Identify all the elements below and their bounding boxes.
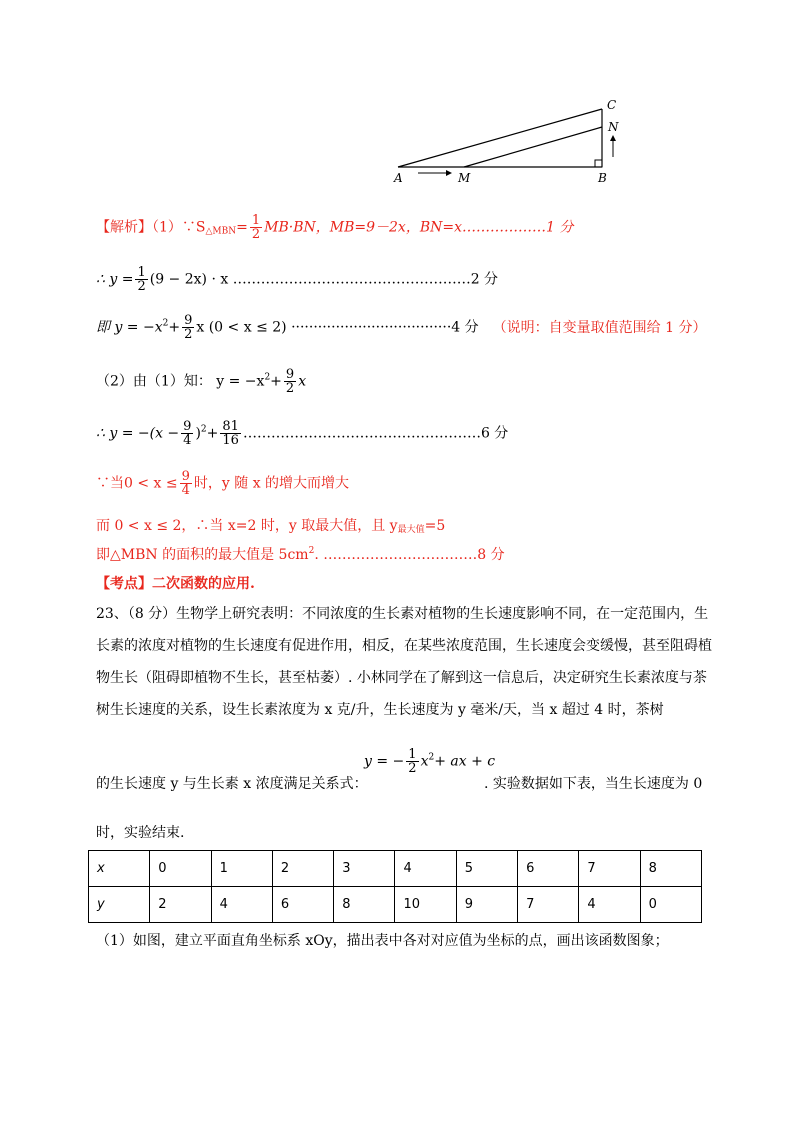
table-header-x: x: [89, 851, 150, 887]
scoring-note: （说明：自变量取值范围给 1 分）: [492, 319, 707, 336]
table-row-x: [89, 851, 702, 887]
label-B: B: [598, 171, 607, 185]
table-cell: 0: [640, 887, 701, 923]
table-cell: 8: [640, 851, 701, 887]
table-cell: 4: [211, 887, 272, 923]
fraction: $\frac{1}{2}$: [408, 747, 417, 776]
table-cell: 8: [334, 887, 395, 923]
label-N: N: [608, 120, 619, 134]
fraction: $\frac{9}{2}$: [285, 367, 295, 396]
analysis-line-5: ∴ y = −(x − $\frac{9}{4}$ )$^2$+ $\frac{81}{16}$ ……………………………………………6 分: [96, 419, 509, 448]
table-header-y: y: [89, 887, 150, 923]
analysis-line-7: 而 0 < x ≤ 2，∴当 x=2 时，y 取最大值，且 $y_{最大值}=5$: [96, 518, 446, 535]
kaodian-tag: 【考点】: [96, 576, 152, 592]
table-cell: 0: [150, 851, 211, 887]
analysis-line-4: （2）由（1）知： $y = -x^2+$ $\frac{9}{2}$ x: [96, 367, 307, 396]
arrow-AM-head: [446, 170, 452, 176]
line-AC: [398, 109, 602, 167]
fraction: $\frac{9}{4}$: [183, 419, 192, 448]
analysis-line-2: ∴ y = $\frac{1}{2}$ (9 − 2x) · x ……………………………………………2 分: [96, 265, 499, 294]
table-cell: 7: [518, 887, 579, 923]
table-cell: 1: [211, 851, 272, 887]
table-cell: 4: [395, 851, 456, 887]
table-cell: 6: [518, 851, 579, 887]
fraction: $\frac{9}{4}$: [181, 469, 190, 498]
label-M: M: [458, 171, 471, 185]
table-cell: 2: [272, 851, 333, 887]
problem-23-line-a: 的生长速度 y 与生长素 x 浓度满足关系式：: [96, 776, 368, 792]
label-A: A: [394, 171, 403, 185]
table-row-y: [89, 887, 702, 923]
table-cell: 9: [456, 887, 517, 923]
analysis-line-1: 【解析】$(1)\because S_{\triangle MBN}=$ $\frac{1}{2}$ MB·BN，MB=9－2x，BN=x………………1 分: [96, 213, 574, 242]
problem-23-line-b: . 实验数据如下表，当生长速度为 0: [484, 776, 703, 792]
table-cell: 5: [456, 851, 517, 887]
fraction: $\frac{81}{16}$: [222, 419, 239, 448]
fraction: $\frac{1}{2}$: [251, 213, 261, 242]
fraction: $\frac{1}{2}$: [137, 265, 146, 294]
analysis-tag: 【解析】: [96, 219, 152, 236]
right-angle-mark: [595, 160, 602, 167]
table-cell: 7: [579, 851, 640, 887]
table-cell: 6: [272, 887, 333, 923]
table-cell: 4: [579, 887, 640, 923]
analysis-line-6: ∵当0 < x ≤ $\frac{9}{4}$ 时，y 随 x 的增大而增大: [96, 469, 350, 498]
table-cell: 3: [334, 851, 395, 887]
data-table: [88, 850, 702, 923]
table-cell: 2: [150, 887, 211, 923]
triangle-diagram: [380, 95, 630, 190]
problem-23-paragraph: 23、（8 分）生物学上研究表明：不同浓度的生长素对植物的生长速度影响不同，在一定范围内，生长素的浓度对植物的生长速度有促进作用，相反，在某些浓度范围，生长速度会变缓慢，甚至阻碍植物生长（阻碍即植物不生长，甚至枯萎）. 小林同学在了解到这一信息后，决定研究生长素浓度与茶树生长速度的关系，设生长素浓度为 x 克/升，生长速度为 y 毫米/天，当 x 超过 4 时，茶树: [96, 606, 712, 718]
arrow-BN-head: [610, 135, 616, 141]
label-C: C: [607, 98, 617, 112]
problem-23-line-c: 时，实验结束.: [96, 825, 185, 841]
table-cell: 10: [395, 887, 456, 923]
line-MN: [464, 127, 602, 167]
problem-23-formula: y = − $\frac{1}{2}$ $x^2+$ ax + c: [364, 747, 496, 776]
analysis-line-3: 即 $y = -x^2+$ $\frac{9}{2}$ x (0 < x ≤ 2) ····································4 分 （说明：自变量取值范围给 1 分）: [96, 313, 707, 342]
fraction: $\frac{9}{2}$: [184, 313, 193, 342]
question-1: （1）如图，建立平面直角坐标系 xOy，描出表中各对对应值为坐标的点，画出该函数图象；: [96, 933, 669, 949]
kaodian-line: 【考点】二次函数的应用.: [96, 576, 255, 592]
analysis-line-8: 即△MBN 的面积的最大值是 $5cm^2$. ……………………………8 分: [96, 546, 505, 563]
